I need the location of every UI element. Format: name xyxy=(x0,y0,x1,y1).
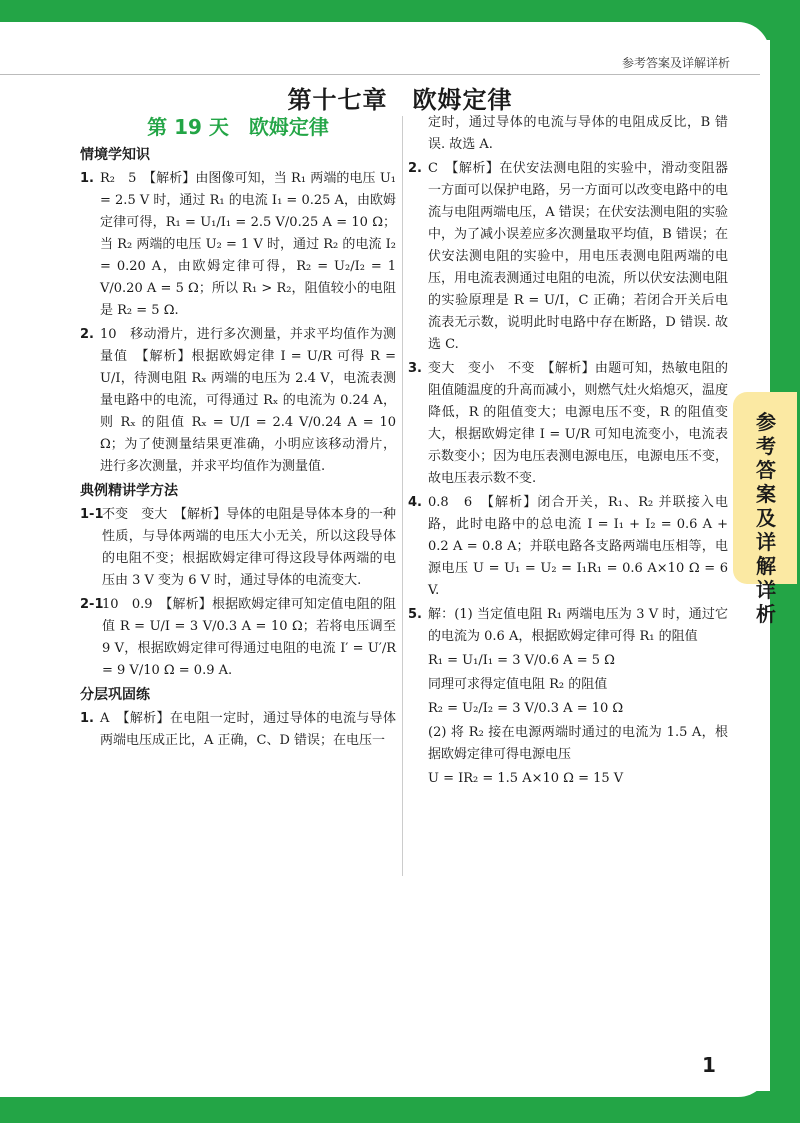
left-column xyxy=(80,112,396,754)
answer-item xyxy=(408,158,728,356)
page-number: 1 xyxy=(702,1053,716,1077)
right-column xyxy=(408,112,728,792)
answer-item xyxy=(80,504,396,592)
column-divider xyxy=(402,116,403,876)
item-number: 5. xyxy=(408,607,422,622)
item-body: 10 移动滑片，进行多次测量，并求平均值作为测量值 【解析】根据欧姆定律 I = U/R 可得 R = U/I，待测电阻 Rₓ 两端的电压为 2.4 V，电流表测量电路中的电流，可得通过 Rₓ 的电流为 0.24 A，则 Rₓ 的阻值 Rₓ = U/I = 2.4 V/0.24 A = 10 Ω；为了使测量结果更准确，小明应该移动滑片，进行多次测量，并求平均值作为测量值. xyxy=(100,327,396,474)
equation: U = IR₂ = 1.5 A×10 Ω = 15 V xyxy=(428,771,624,786)
answer-item xyxy=(80,168,396,322)
chapter-title: 第十七章 欧姆定律 xyxy=(287,86,513,114)
item-body: 定时，通过导体的电流与导体的电阻成反比，B 错误. 故选 A. xyxy=(428,115,728,152)
item-number: 1-1 xyxy=(80,507,104,522)
equation: R₁ = U₁/I₁ = 3 V/0.6 A = 5 Ω xyxy=(428,653,615,668)
item-body: C 【解析】在伏安法测电阻的实验中，滑动变阻器一方面可以保护电路，另一方面可以改变电路中的电流与电阻两端电压，A 错误；在伏安法测电阻的实验中，为了减小误差应多次测量取平均值，B 错误；在伏安法测电阻的实验中，用电压表测电阻两端的电压，用电流表测通过电阻的电流，所以伏安法测电阻的实验原理是 R = U/I，C 正确；若闭合开关后电流表无示数，说明此时电路中存在断路，D 错误. 故选 C. xyxy=(428,161,728,352)
header-rule xyxy=(0,74,760,75)
item-number: 1. xyxy=(80,171,94,186)
answer-item-continued xyxy=(408,112,728,156)
item-number: 1. xyxy=(80,711,94,726)
running-header: 参考答案及详解详析 xyxy=(621,56,730,70)
item-text: (2) 将 R₂ 接在电源两端时通过的电流为 1.5 A，根据欧姆定律可得电源电压 xyxy=(428,725,728,762)
item-number: 3. xyxy=(408,361,422,376)
side-tab-label: 参考答案及详解详析 xyxy=(756,410,776,626)
answer-item xyxy=(80,708,396,752)
item-body: 不变 变大 【解析】导体的电阻是导体本身的一种性质，与导体两端的电压大小无关，所以这段导体的电阻不变；根据欧姆定律可得这段导体两端的电压由 3 V 变为 6 V 时，通过导体的电流变大. xyxy=(102,507,396,588)
item-body: 10 0.9 【解析】根据欧姆定律可知定值电阻的阻值 R = U/I = 3 V/0.3 A = 10 Ω；若将电压调至 9 V，根据欧姆定律可得通过电阻的电流 I′ = U′/R = 9 V/10 Ω = 0.9 A. xyxy=(102,597,396,678)
equation: R₂ = U₂/I₂ = 3 V/0.3 A = 10 Ω xyxy=(428,701,624,716)
item-number: 4. xyxy=(408,495,422,510)
answer-item xyxy=(80,594,396,682)
item-body: 变大 变小 不变 【解析】由题可知，热敏电阻的阻值随温度的升高而减小，则燃气灶火焰熄灭，温度降低，R 的阻值变大；电源电压不变，R 的阻值变大，根据欧姆定律 I = U/R 可知电流变小，电流表示数变小；因为电压表测电源电压，电源电压不变，故电压表示数不变. xyxy=(428,361,728,486)
side-tab[interactable] xyxy=(733,392,797,626)
answer-item xyxy=(408,358,728,490)
answer-item xyxy=(408,604,728,790)
item-body: 解：(1) 当定值电阻 R₁ 两端电压为 3 V 时，通过它的电流为 0.6 A，根据欧姆定律可得 R₁ 的阻值 xyxy=(428,607,728,644)
section-heading-situation: 情境学知识 xyxy=(80,147,150,163)
answer-item xyxy=(408,492,728,602)
item-number: 2. xyxy=(80,327,94,342)
item-body: R₂ 5 【解析】由图像可知，当 R₁ 两端的电压 U₁ = 2.5 V 时，通过 R₁ 的电流 I₁ = 0.25 A，由欧姆定律可得，R₁ = U₁/I₁ = 2.5 V/0.25 A = 10 Ω；当 R₂ 两端的电压 U₂ = 1 V 时，通过 R₂ 的电流 I₂ = 0.20 A，由欧姆定律可得，R₂ = U₂/I₂ = 1 V/0.20 A = 5 Ω；所以 R₁ > R₂，阻值较小的电阻是 R₂ = 5 Ω. xyxy=(100,171,396,318)
item-number: 2-1 xyxy=(80,597,104,612)
item-body: A 【解析】在电阻一定时，通过导体的电流与导体两端电压成正比，A 正确，C、D 错误；在电压一 xyxy=(100,711,396,748)
day-title: 第 19 天 欧姆定律 xyxy=(147,115,329,139)
section-heading-examples: 典例精讲学方法 xyxy=(80,483,178,499)
answer-item xyxy=(80,324,396,478)
item-body: 0.8 6 【解析】闭合开关，R₁、R₂ 并联接入电路，此时电路中的总电流 I = I₁ + I₂ = 0.6 A + 0.2 A = 0.8 A；并联电路各支路两端电压相等，电源电压 U = U₁ = U₂ = I₁R₁ = 0.6 A×10 Ω = 6 V. xyxy=(428,495,728,598)
item-text: 同理可求得定值电阻 R₂ 的阻值 xyxy=(428,677,608,692)
item-number: 2. xyxy=(408,161,422,176)
section-heading-practice: 分层巩固练 xyxy=(80,687,150,703)
